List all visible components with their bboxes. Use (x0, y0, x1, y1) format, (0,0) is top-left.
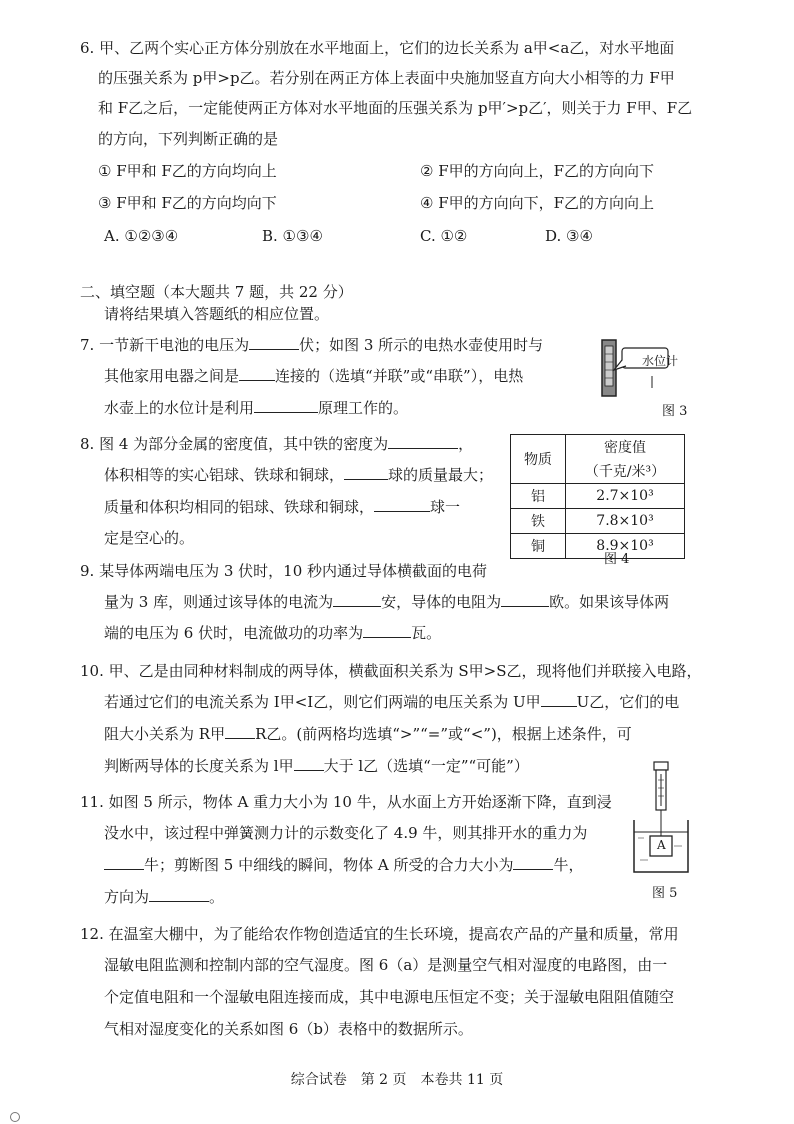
q6-line-1: 6. 甲、乙两个实心正方体分别放在水平地面上，它们的边长关系为 a甲<a乙，对水平地面 (80, 39, 675, 57)
q6-option-2: ② F甲的方向向上，F乙的方向向下 (420, 162, 655, 180)
q9-line-2 (104, 592, 669, 612)
q10-text: 大于 l乙（选填“一定”“可能”） (323, 757, 529, 775)
figure-5-object-label: A (657, 838, 666, 852)
q11-line-2: 没水中，该过程中弹簧测力计的示数变化了 4.9 牛，则其排开水的重力为 (104, 824, 588, 842)
q6-line-3: 和 F乙之后，一定能使两正方体对水平地面的压强关系为 p甲′>p乙′，则关于力 F甲、F乙 (98, 99, 693, 117)
q9-text: 安，导体的电阻为 (381, 593, 502, 611)
material-cell: 铁 (511, 509, 566, 534)
answer-blank[interactable] (254, 398, 318, 413)
q9-text: 瓦。 (411, 624, 442, 642)
q11-line-1: 11. 如图 5 所示，物体 A 重力大小为 10 牛，从水面上方开始逐渐下降，直到浸 (80, 793, 612, 811)
table-header-unit: （千克/米³） (566, 459, 685, 484)
answer-blank[interactable] (104, 855, 144, 870)
figure-4-caption: 图 4 (604, 552, 630, 567)
q8-text: 体积相等的实心铝球、铁球和铜球， (104, 466, 345, 484)
q8-text: 质量和体积均相同的铝球、铁球和铜球， (104, 498, 375, 516)
q8-text: 球的质量最大； (388, 466, 494, 484)
table-row (511, 509, 685, 534)
answer-blank[interactable] (149, 887, 209, 902)
table-row (511, 534, 685, 559)
q6-choice-d: D. ③④ (545, 227, 593, 245)
material-cell: 铜 (511, 534, 566, 559)
q10-line-1: 10. 甲、乙是由同种材料制成的两导体，横截面积关系为 S甲>S乙，现将他们并联接入电路， (80, 662, 702, 680)
answer-blank[interactable] (363, 623, 411, 638)
q9-text: 欧。如果该导体两 (549, 593, 670, 611)
q10-text: 若通过它们的电流关系为 I甲<I乙，则它们两端的电压关系为 U甲 (104, 693, 541, 711)
answer-blank[interactable] (294, 756, 324, 771)
figure-3-label: 水位计 (642, 354, 679, 368)
q6-option-4: ④ F甲的方向向下，F乙的方向向上 (420, 194, 655, 212)
q9-text: 端的电压为 6 伏时，电流做功的功率为 (104, 624, 364, 642)
density-cell: 8.9×10³ (566, 534, 685, 559)
q7-text: 其他家用电器之间是 (104, 367, 240, 385)
figure-5-spring-scale (630, 760, 692, 878)
q7-text: 伏；如图 3 所示的电热水壶使用时与 (299, 336, 544, 354)
answer-blank[interactable] (225, 724, 255, 739)
q11-text: 方向为 (104, 888, 150, 906)
scan-mark (10, 1112, 20, 1122)
section-instruction: 请将结果填入答题纸的相应位置。 (104, 305, 330, 323)
q8-text: 8. 图 4 为部分金属的密度值，其中铁的密度为 (80, 435, 389, 453)
q6-line-4: 的方向，下列判断正确的是 (98, 130, 279, 148)
material-cell: 铝 (511, 484, 566, 509)
q7-line-2 (104, 366, 523, 386)
q10-line-3 (104, 724, 632, 744)
q6-option-1: ① F甲和 F乙的方向均向上 (98, 162, 277, 180)
q11-text: 牛， (553, 856, 584, 874)
q9-text: 量为 3 库，则通过该导体的电流为 (104, 593, 334, 611)
q11-line-4 (104, 887, 224, 907)
q7-text: 7. 一节新干电池的电压为 (80, 336, 250, 354)
q8-line-4: 定是空心的。 (104, 529, 195, 547)
q8-text: ， (458, 435, 474, 453)
q7-line-3 (104, 398, 408, 418)
q6-line-2: 的压强关系为 p甲>p乙。若分别在两正方体上表面中央施加竖直方向大小相等的力 F甲 (98, 69, 675, 87)
q8-text: 球一 (430, 498, 461, 516)
q7-text: 原理工作的。 (318, 399, 409, 417)
q11-line-3 (104, 855, 583, 875)
answer-blank[interactable] (374, 497, 430, 512)
q8-line-3 (104, 497, 460, 517)
q7-text: 连接的（选填“并联”或“串联”），电热 (275, 367, 524, 385)
q7-line-1 (80, 335, 543, 355)
answer-blank[interactable] (501, 592, 549, 607)
density-cell: 7.8×10³ (566, 509, 685, 534)
q11-text: 。 (209, 888, 225, 906)
q9-line-1: 9. 某导体两端电压为 3 伏时，10 秒内通过导体横截面的电荷 (80, 562, 488, 580)
q6-choice-c: C. ①② (420, 227, 468, 245)
q9-line-3 (104, 623, 441, 643)
answer-blank[interactable] (541, 692, 577, 707)
q6-choice-a: A. ①②③④ (104, 227, 179, 245)
q10-text: 判断两导体的长度关系为 l甲 (104, 757, 294, 775)
answer-blank[interactable] (333, 592, 381, 607)
figure-5-caption: 图 5 (652, 886, 678, 901)
q10-text: R乙。(前两格均选填“>”“=”或“<”)，根据上述条件，可 (255, 725, 632, 743)
table-header-density: 密度值 (566, 435, 685, 460)
table-header-material: 物质 (511, 435, 566, 484)
q10-line-4 (104, 756, 529, 776)
q7-text: 水壶上的水位计是利用 (104, 399, 255, 417)
q12-line-2: 湿敏电阻监测和控制内部的空气湿度。图 6（a）是测量空气相对湿度的电路图，由一 (104, 956, 668, 974)
q8-line-2 (104, 465, 493, 485)
q11-text: 牛；剪断图 5 中细线的瞬间，物体 A 所受的合力大小为 (144, 856, 514, 874)
answer-blank[interactable] (388, 434, 458, 449)
answer-blank[interactable] (249, 335, 299, 350)
density-cell: 2.7×10³ (566, 484, 685, 509)
figure-3-caption: 图 3 (662, 404, 688, 419)
q10-text: 阻大小关系为 R甲 (104, 725, 226, 743)
answer-blank[interactable] (344, 465, 388, 480)
q8-line-1 (80, 434, 473, 454)
answer-blank[interactable] (239, 366, 275, 381)
q10-line-2 (104, 692, 679, 712)
q10-text: U乙，它们的电 (576, 693, 680, 711)
q12-line-3: 个定值电阻和一个湿敏电阻连接而成，其中电源电压恒定不变；关于湿敏电阻阻值随空 (104, 988, 675, 1006)
q12-line-4: 气相对湿度变化的关系如图 6（b）表格中的数据所示。 (104, 1020, 473, 1038)
q12-line-1: 12. 在温室大棚中，为了能给农作物创造适宜的生长环境，提高农产品的产量和质量，常用 (80, 925, 679, 943)
q6-choice-b: B. ①③④ (262, 227, 323, 245)
density-table (510, 434, 685, 559)
table-row (511, 484, 685, 509)
page-footer: 综合试卷 第 2 页 本卷共 11 页 (290, 1072, 504, 1088)
figure-3-kettle (598, 336, 678, 402)
answer-blank[interactable] (513, 855, 553, 870)
section-title: 二、填空题（本大题共 7 题，共 22 分） (80, 283, 353, 301)
q6-option-3: ③ F甲和 F乙的方向均向下 (98, 194, 277, 212)
